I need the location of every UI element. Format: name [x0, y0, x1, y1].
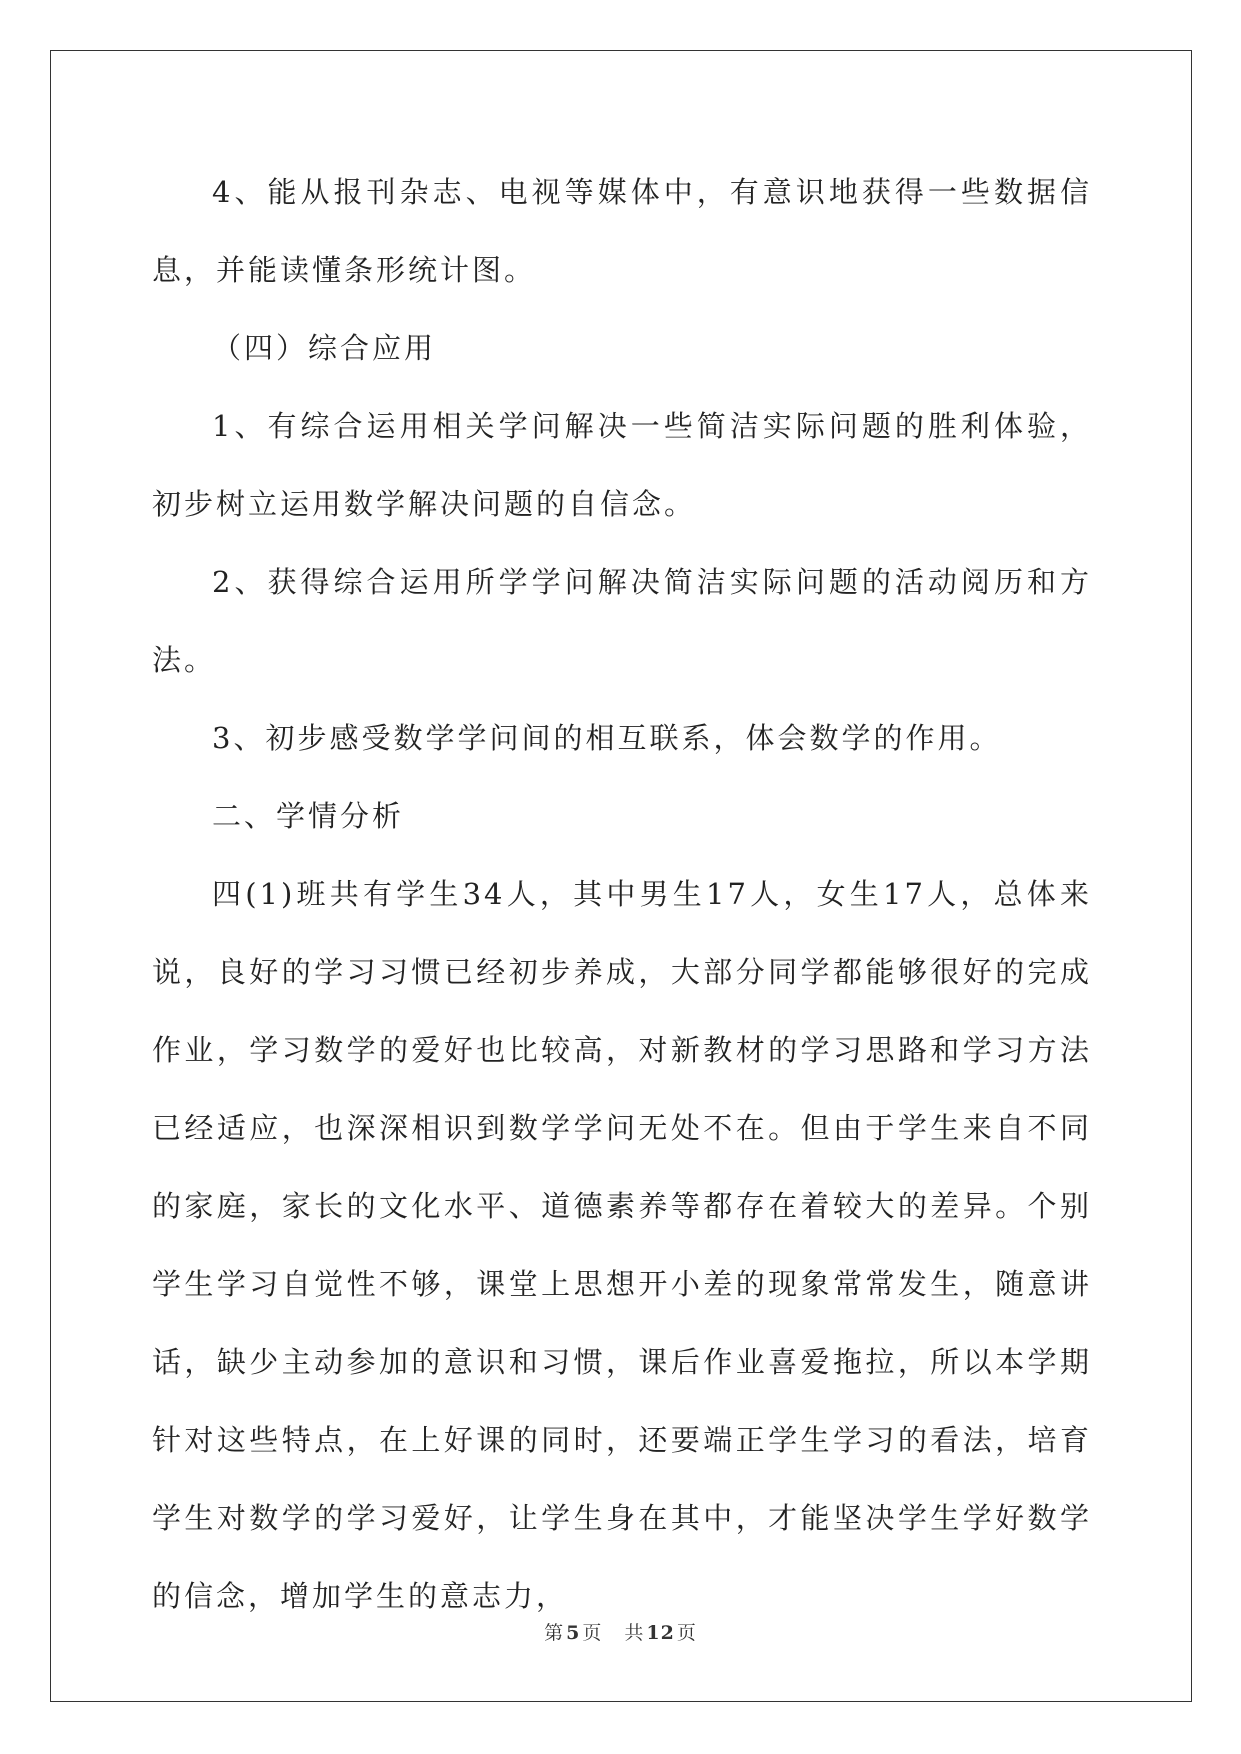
footer-page-suffix: 页 — [582, 1622, 603, 1644]
paragraph-item-2: 2、获得综合运用所学学问解决简洁实际问题的活动阅历和方法。 — [152, 565, 1092, 677]
document-body — [152, 153, 1092, 1635]
paragraph-class-analysis: 四(1)班共有学生34人，其中男生17人，女生17人，总体来说，良好的学习习惯已经初步养成，大部分同学都能够很好的完成作业，学习数学的爱好也比较高，对新教材的学习思路和学习方法已经适应，也深深相识到数学学问无处不在。但由于学生来自不同的家庭，家长的文化水平、道德素养等都存在着较大的差异。个别学生学习自觉性不够，课堂上思想开小差的现象常常发生，随意讲话，缺少主动参加的意识和习惯，课后作业喜爱拖拉，所以本学期针对这些特点，在上好课的同时，还要端正学生学习的看法，培育学生对数学的学习爱好，让学生身在其中，才能坚决学生学好数学的信念，增加学生的意志力， — [152, 877, 1092, 1613]
footer-total-prefix: 共 — [624, 1622, 645, 1644]
section-heading-comprehensive-application: （四）综合应用 — [212, 331, 437, 365]
paragraph-item-3: 3、初步感受数学学问间的相互联系，体会数学的作用。 — [212, 721, 1002, 755]
footer-page-prefix: 第 — [544, 1622, 565, 1644]
page-footer — [0, 1618, 1241, 1645]
footer-total-suffix: 页 — [676, 1622, 697, 1644]
paragraph-item-1: 1、有综合运用相关学问解决一些简洁实际问题的胜利体验，初步树立运用数学解决问题的自信念。 — [152, 409, 1092, 521]
footer-total-pages: 12 — [646, 1622, 675, 1644]
section-heading-learning-analysis: 二、学情分析 — [212, 799, 405, 833]
paragraph-item-4: 4、能从报刊杂志、电视等媒体中，有意识地获得一些数据信息，并能读懂条形统计图。 — [152, 175, 1092, 287]
footer-page-number: 5 — [566, 1622, 581, 1644]
